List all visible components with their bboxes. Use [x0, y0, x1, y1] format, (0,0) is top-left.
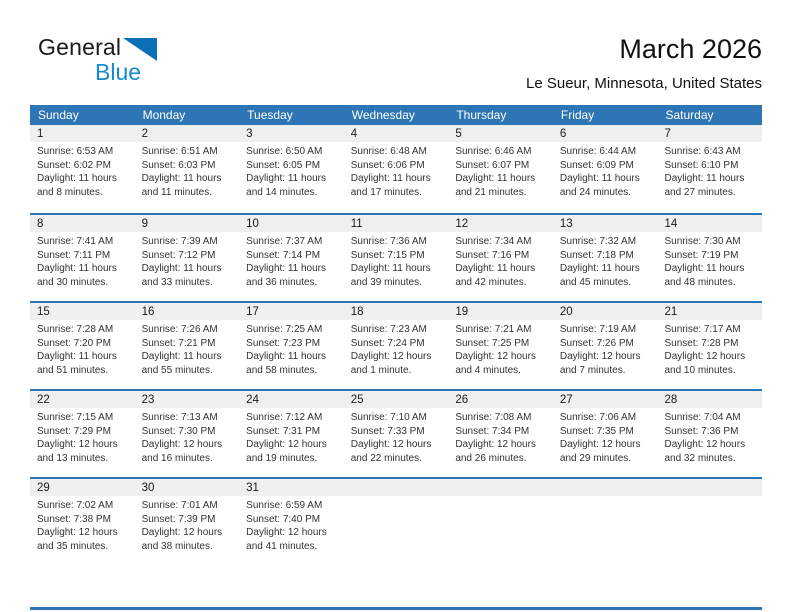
- day-sunset-text: Sunset: 7:39 PM: [141, 513, 216, 525]
- day-number: 4: [344, 125, 449, 142]
- day-number: 19: [448, 303, 553, 320]
- day-sunset-text: Sunset: 6:10 PM: [664, 159, 739, 171]
- day-sunset-text: Sunset: 7:18 PM: [559, 249, 634, 261]
- day-number: 28: [657, 391, 762, 408]
- day-sunrise-text: Sunrise: 7:10 AM: [350, 412, 427, 423]
- weekday-monday: Monday: [142, 108, 186, 122]
- day-number: 20: [553, 303, 658, 320]
- day-sunset-text: Sunset: 7:33 PM: [350, 425, 425, 437]
- day-daylight-text: Daylight: 12 hours and 10 minutes.: [664, 351, 746, 376]
- day-sunset-text: Sunset: 7:34 PM: [455, 425, 530, 437]
- general-blue-logo: [38, 34, 157, 85]
- day-details: [553, 232, 658, 289]
- day-details: [448, 232, 553, 289]
- day-sunrise-text: Sunrise: 7:02 AM: [37, 500, 114, 511]
- day-daylight-text: Daylight: 12 hours and 22 minutes.: [350, 439, 432, 464]
- day-daylight-text: Daylight: 11 hours and 17 minutes.: [350, 173, 431, 198]
- day-daylight-text: Daylight: 11 hours and 30 minutes.: [37, 263, 117, 288]
- day-cell: [135, 391, 240, 477]
- day-cell: [448, 125, 553, 213]
- day-number: 25: [344, 391, 449, 408]
- day-cell: [657, 303, 762, 389]
- day-daylight-text: Daylight: 11 hours and 27 minutes.: [664, 173, 745, 198]
- day-details: [448, 408, 553, 465]
- day-daylight-text: Daylight: 12 hours and 35 minutes.: [37, 527, 118, 552]
- day-daylight-text: Daylight: 11 hours and 39 minutes.: [350, 263, 431, 288]
- day-details: [30, 232, 135, 289]
- day-sunrise-text: Sunrise: 6:46 AM: [455, 146, 532, 157]
- day-daylight-text: Daylight: 11 hours and 51 minutes.: [37, 351, 117, 376]
- day-sunrise-text: Sunrise: 6:48 AM: [350, 146, 427, 157]
- day-number: [344, 479, 449, 496]
- day-number: [657, 479, 762, 496]
- day-details: [344, 320, 449, 377]
- day-daylight-text: Daylight: 12 hours and 32 minutes.: [664, 439, 746, 464]
- day-sunrise-text: Sunrise: 7:13 AM: [141, 412, 218, 423]
- day-number: 27: [553, 391, 658, 408]
- day-sunrise-text: Sunrise: 7:28 AM: [37, 324, 114, 335]
- day-sunrise-text: Sunrise: 6:59 AM: [246, 500, 323, 511]
- day-details: [448, 496, 553, 499]
- day-sunset-text: Sunset: 7:28 PM: [664, 337, 739, 349]
- day-cell: [239, 215, 344, 301]
- day-sunrise-text: Sunrise: 7:26 AM: [141, 324, 218, 335]
- day-sunset-text: Sunset: 7:21 PM: [141, 337, 216, 349]
- day-details: [239, 142, 344, 199]
- day-sunrise-text: Sunrise: 7:34 AM: [455, 236, 532, 247]
- day-details: [344, 142, 449, 199]
- day-number: 31: [239, 479, 344, 496]
- day-sunrise-text: Sunrise: 7:37 AM: [246, 236, 323, 247]
- day-cell: [448, 303, 553, 389]
- day-sunrise-text: Sunrise: 7:25 AM: [246, 324, 323, 335]
- day-number: 18: [344, 303, 449, 320]
- day-sunset-text: Sunset: 7:15 PM: [350, 249, 425, 261]
- day-number: 22: [30, 391, 135, 408]
- day-sunset-text: Sunset: 7:40 PM: [246, 513, 321, 525]
- logo-text-general: General: [38, 34, 122, 60]
- day-cell: [239, 479, 344, 565]
- weekday-sunday: Sunday: [38, 108, 79, 122]
- day-sunset-text: Sunset: 7:36 PM: [664, 425, 739, 437]
- day-details: [657, 232, 762, 289]
- day-number: 24: [239, 391, 344, 408]
- day-details: [30, 320, 135, 377]
- day-daylight-text: Daylight: 12 hours and 19 minutes.: [246, 439, 327, 464]
- day-number: 21: [657, 303, 762, 320]
- day-sunrise-text: Sunrise: 6:50 AM: [246, 146, 323, 157]
- day-daylight-text: Daylight: 11 hours and 55 minutes.: [141, 351, 222, 376]
- day-details: [135, 408, 240, 465]
- week-row: [30, 125, 762, 213]
- day-sunset-text: Sunset: 7:25 PM: [455, 337, 530, 349]
- day-cell: [344, 215, 449, 301]
- day-details: [344, 408, 449, 465]
- day-number: 2: [135, 125, 240, 142]
- day-sunset-text: Sunset: 6:09 PM: [559, 159, 634, 171]
- week-row: [30, 389, 762, 477]
- day-cell: [344, 303, 449, 389]
- day-details: [657, 320, 762, 377]
- day-sunset-text: Sunset: 7:26 PM: [559, 337, 634, 349]
- day-cell: [657, 215, 762, 301]
- day-details: [135, 320, 240, 377]
- day-details: [239, 408, 344, 465]
- day-sunset-text: Sunset: 6:06 PM: [350, 159, 425, 171]
- day-cell: [448, 215, 553, 301]
- day-daylight-text: Daylight: 11 hours and 33 minutes.: [141, 263, 222, 288]
- day-sunset-text: Sunset: 6:03 PM: [141, 159, 216, 171]
- day-cell: [344, 125, 449, 213]
- day-number: 16: [135, 303, 240, 320]
- day-sunset-text: Sunset: 7:14 PM: [246, 249, 321, 261]
- day-sunrise-text: Sunrise: 6:51 AM: [141, 146, 218, 157]
- day-details: [553, 496, 658, 499]
- day-daylight-text: Daylight: 11 hours and 48 minutes.: [664, 263, 745, 288]
- day-sunrise-text: Sunrise: 7:41 AM: [37, 236, 114, 247]
- day-sunrise-text: Sunrise: 7:08 AM: [455, 412, 532, 423]
- day-details: [448, 320, 553, 377]
- day-sunrise-text: Sunrise: 6:43 AM: [664, 146, 741, 157]
- day-daylight-text: Daylight: 12 hours and 26 minutes.: [455, 439, 536, 464]
- day-cell: [448, 391, 553, 477]
- day-sunset-text: Sunset: 7:30 PM: [141, 425, 216, 437]
- day-number: 29: [30, 479, 135, 496]
- day-sunset-text: Sunset: 7:12 PM: [141, 249, 216, 261]
- day-cell: [448, 479, 553, 565]
- day-cell: [30, 479, 135, 565]
- day-number: 8: [30, 215, 135, 232]
- day-details: [239, 320, 344, 377]
- week-row: [30, 477, 762, 565]
- day-daylight-text: Daylight: 12 hours and 38 minutes.: [141, 527, 223, 552]
- day-sunset-text: Sunset: 7:24 PM: [350, 337, 425, 349]
- day-details: [135, 232, 240, 289]
- day-number: 26: [448, 391, 553, 408]
- day-details: [344, 496, 449, 499]
- day-details: [553, 320, 658, 377]
- logo-text-blue: Blue: [95, 59, 142, 85]
- day-sunset-text: Sunset: 6:02 PM: [37, 159, 111, 171]
- day-daylight-text: Daylight: 11 hours and 42 minutes.: [455, 263, 536, 288]
- day-daylight-text: Daylight: 11 hours and 58 minutes.: [246, 351, 327, 376]
- weekday-saturday: Saturday: [665, 108, 714, 122]
- day-number: 13: [553, 215, 658, 232]
- day-number: 15: [30, 303, 135, 320]
- day-details: [657, 408, 762, 465]
- day-cell: [657, 125, 762, 213]
- day-cell: [553, 125, 658, 213]
- day-number: 12: [448, 215, 553, 232]
- day-details: [553, 142, 658, 199]
- calendar-table: [30, 105, 762, 565]
- day-number: 5: [448, 125, 553, 142]
- day-daylight-text: Daylight: 12 hours and 13 minutes.: [37, 439, 118, 464]
- weekday-wednesday: Wednesday: [351, 108, 415, 122]
- day-sunrise-text: Sunrise: 7:30 AM: [664, 236, 741, 247]
- day-cell: [344, 479, 449, 565]
- day-cell: [135, 479, 240, 565]
- day-sunset-text: Sunset: 6:07 PM: [455, 159, 530, 171]
- day-details: [30, 496, 135, 553]
- day-cell: [30, 215, 135, 301]
- day-sunset-text: Sunset: 7:19 PM: [664, 249, 739, 261]
- day-cell: [30, 303, 135, 389]
- day-number: [448, 479, 553, 496]
- day-sunrise-text: Sunrise: 7:01 AM: [141, 500, 218, 511]
- day-sunrise-text: Sunrise: 7:17 AM: [664, 324, 741, 335]
- day-sunset-text: Sunset: 7:23 PM: [246, 337, 321, 349]
- day-number: 6: [553, 125, 658, 142]
- page-subtitle: Le Sueur, Minnesota, United States: [526, 75, 762, 92]
- day-daylight-text: Daylight: 11 hours and 36 minutes.: [246, 263, 327, 288]
- day-details: [239, 232, 344, 289]
- day-cell: [135, 215, 240, 301]
- day-daylight-text: Daylight: 12 hours and 1 minute.: [350, 351, 432, 376]
- day-daylight-text: Daylight: 12 hours and 7 minutes.: [559, 351, 641, 376]
- day-cell: [239, 303, 344, 389]
- day-number: 23: [135, 391, 240, 408]
- day-number: 3: [239, 125, 344, 142]
- day-cell: [135, 125, 240, 213]
- day-number: [553, 479, 658, 496]
- day-daylight-text: Daylight: 12 hours and 29 minutes.: [559, 439, 641, 464]
- day-cell: [553, 215, 658, 301]
- title-block: [526, 34, 762, 92]
- day-sunrise-text: Sunrise: 7:36 AM: [350, 236, 427, 247]
- day-number: 1: [30, 125, 135, 142]
- day-sunrise-text: Sunrise: 7:15 AM: [37, 412, 114, 423]
- day-sunrise-text: Sunrise: 6:44 AM: [559, 146, 637, 157]
- day-daylight-text: Daylight: 12 hours and 4 minutes.: [455, 351, 536, 376]
- day-sunset-text: Sunset: 7:11 PM: [37, 249, 111, 261]
- day-sunrise-text: Sunrise: 7:23 AM: [350, 324, 427, 335]
- day-number: 17: [239, 303, 344, 320]
- day-sunset-text: Sunset: 6:05 PM: [246, 159, 321, 171]
- day-sunset-text: Sunset: 7:35 PM: [559, 425, 634, 437]
- day-number: 14: [657, 215, 762, 232]
- day-details: [135, 142, 240, 199]
- day-cell: [239, 391, 344, 477]
- day-sunset-text: Sunset: 7:38 PM: [37, 513, 111, 525]
- day-daylight-text: Daylight: 11 hours and 14 minutes.: [246, 173, 327, 198]
- day-details: [657, 142, 762, 199]
- week-row: [30, 213, 762, 301]
- day-cell: [30, 391, 135, 477]
- day-daylight-text: Daylight: 11 hours and 45 minutes.: [559, 263, 640, 288]
- weekday-friday: Friday: [560, 108, 595, 122]
- day-cell: [344, 391, 449, 477]
- week-row: [30, 301, 762, 389]
- day-number: 30: [135, 479, 240, 496]
- day-daylight-text: Daylight: 11 hours and 24 minutes.: [559, 173, 640, 198]
- day-sunrise-text: Sunrise: 6:53 AM: [37, 146, 114, 157]
- day-sunset-text: Sunset: 7:31 PM: [246, 425, 321, 437]
- day-sunrise-text: Sunrise: 7:19 AM: [559, 324, 637, 335]
- day-sunrise-text: Sunrise: 7:21 AM: [455, 324, 532, 335]
- bottom-border-bar: [30, 607, 762, 610]
- day-cell: [657, 479, 762, 565]
- day-sunrise-text: Sunrise: 7:39 AM: [141, 236, 218, 247]
- calendar-weeks: [30, 125, 762, 565]
- day-sunset-text: Sunset: 7:20 PM: [37, 337, 111, 349]
- day-cell: [30, 125, 135, 213]
- day-daylight-text: Daylight: 11 hours and 8 minutes.: [37, 173, 117, 198]
- day-cell: [239, 125, 344, 213]
- day-details: [239, 496, 344, 553]
- day-cell: [135, 303, 240, 389]
- day-cell: [553, 303, 658, 389]
- day-number: 11: [344, 215, 449, 232]
- day-sunset-text: Sunset: 7:29 PM: [37, 425, 111, 437]
- day-daylight-text: Daylight: 12 hours and 16 minutes.: [141, 439, 223, 464]
- day-details: [30, 408, 135, 465]
- day-number: 7: [657, 125, 762, 142]
- day-daylight-text: Daylight: 11 hours and 11 minutes.: [141, 173, 222, 198]
- day-sunrise-text: Sunrise: 7:32 AM: [559, 236, 637, 247]
- weekday-thursday: Thursday: [456, 108, 507, 122]
- day-sunrise-text: Sunrise: 7:06 AM: [559, 412, 637, 423]
- page-title: March 2026: [619, 34, 762, 64]
- day-number: 10: [239, 215, 344, 232]
- day-sunset-text: Sunset: 7:16 PM: [455, 249, 530, 261]
- day-details: [657, 496, 762, 499]
- day-details: [135, 496, 240, 553]
- day-number: 9: [135, 215, 240, 232]
- day-details: [344, 232, 449, 289]
- day-daylight-text: Daylight: 11 hours and 21 minutes.: [455, 173, 536, 198]
- day-sunrise-text: Sunrise: 7:04 AM: [664, 412, 741, 423]
- day-sunrise-text: Sunrise: 7:12 AM: [246, 412, 323, 423]
- day-cell: [553, 479, 658, 565]
- day-cell: [553, 391, 658, 477]
- day-daylight-text: Daylight: 12 hours and 41 minutes.: [246, 527, 327, 552]
- weekday-header-row: [30, 105, 762, 125]
- day-details: [553, 408, 658, 465]
- weekday-tuesday: Tuesday: [247, 108, 293, 122]
- day-details: [30, 142, 135, 199]
- day-cell: [657, 391, 762, 477]
- day-details: [448, 142, 553, 199]
